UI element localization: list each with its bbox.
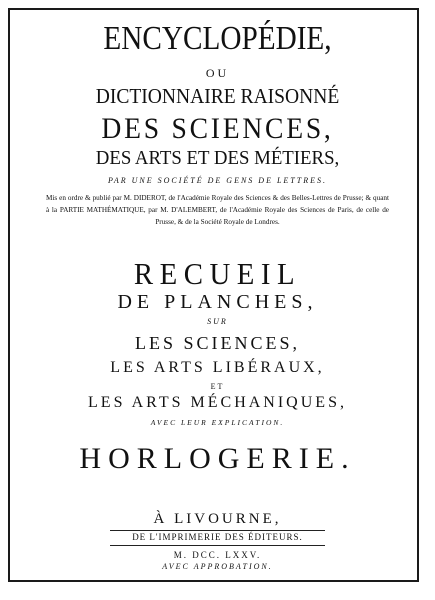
approbation-line: AVEC APPROBATION.	[162, 562, 273, 571]
printer-rule-bottom	[110, 545, 325, 546]
year-line: M. DCC. LXXV.	[173, 550, 262, 560]
imprint-paragraph	[46, 192, 389, 228]
printer-rule-top	[110, 530, 325, 531]
imprint-line-3: Royale des Sciences de Paris, de celle de Prusse, & de la Société Royale de Londres.	[155, 206, 390, 226]
main-title: ENCYCLOPÉDIE,	[103, 20, 332, 57]
imprint-line-1: Mis en ordre & publié par M. DIDEROT, de l'Académie Royale des Sciences & des Belles-Lettres	[46, 194, 333, 202]
printer-line: DE L'IMPRIMERIE DES ÉDITEURS.	[132, 532, 303, 542]
place-line: À LIVOURNE,	[153, 511, 282, 527]
dictionnaire-line: DICTIONNAIRE RAISONNÉ	[95, 84, 340, 108]
recueil-title: RECUEIL	[133, 256, 302, 291]
et-connector: ET	[210, 382, 225, 391]
des-arts-line: DES ARTS ET DES MÉTIERS,	[95, 147, 340, 169]
les-arts-liberaux-line: LES ARTS LIBÉRAUX,	[110, 359, 325, 376]
les-arts-mechaniques-line: LES ARTS MÉCHANIQUES,	[88, 394, 347, 411]
imprint-line-2: de Prusse; & quant à la PARTIE MATHÉMATIQUE, par M. D'ALEMBERT, de l'Académie	[46, 194, 390, 214]
societe-line: PAR UNE SOCIÉTÉ DE GENS DE LETTRES.	[108, 176, 327, 185]
avec-explication-line: AVEC LEUR EXPLICATION.	[150, 418, 285, 427]
sur-connector: SUR	[207, 317, 228, 326]
de-planches-line: DE PLANCHES,	[117, 291, 318, 313]
des-sciences-line: DES SCIENCES,	[101, 112, 334, 145]
subject-title: HORLOGERIE.	[79, 442, 356, 475]
les-sciences-line: LES SCIENCES,	[134, 333, 301, 353]
ou-connector: OU	[205, 66, 230, 80]
